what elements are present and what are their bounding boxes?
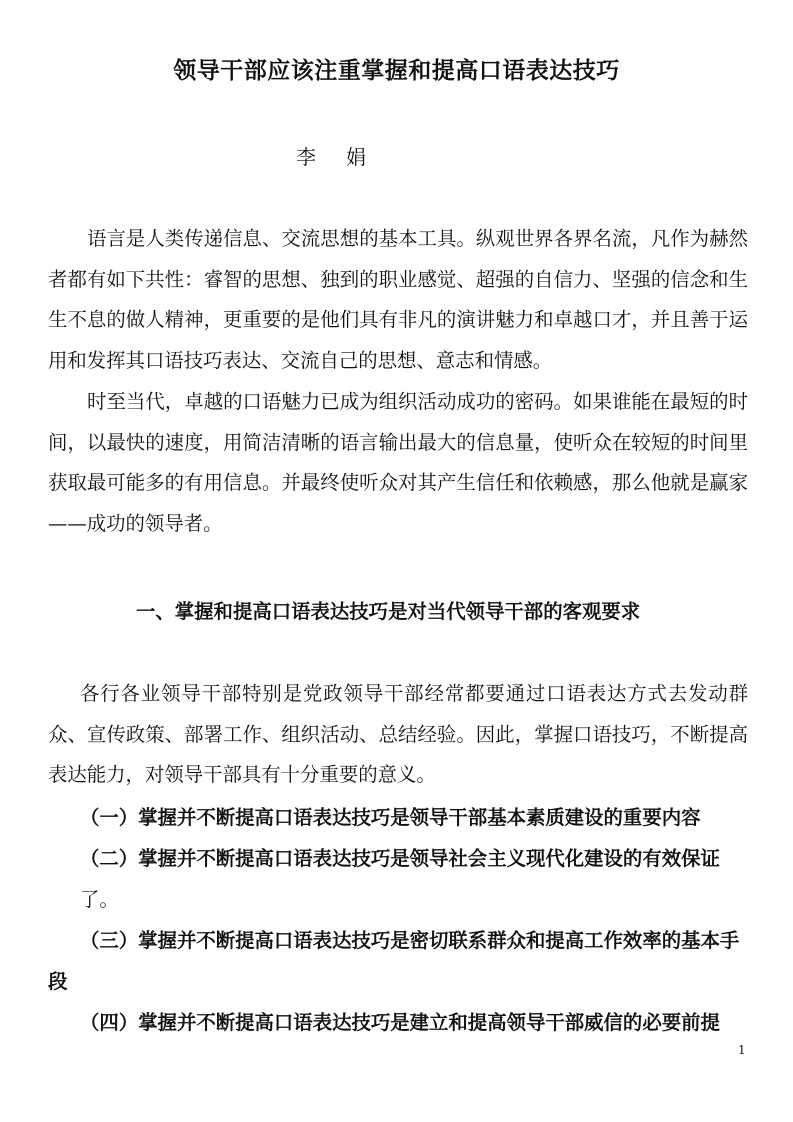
intro-paragraph-2: 时至当代，卓越的口语魅力已成为组织活动成功的密码。如果谁能在最短的时间，以最快的速度，用简洁清晰的语言输出最大的信息量，使听众在较短的时间里获取最可能多的有用信息。并最终使听众对其产生信任和依赖感，那么他就是赢家——成功的领导者。 <box>48 390 748 535</box>
document-title: 领导干部应该注重掌握和提高口语表达技巧 <box>173 57 620 84</box>
section-paragraph: 各行各业领导干部特别是党政领导干部经常都要通过口语表达方式去发动群众、宣传政策、部署工作、组织活动、总结经验。因此，掌握口语技巧，不断提高表达能力，对领导干部具有十分重要的意义。 <box>48 682 748 786</box>
section-heading: 一、掌握和提高口语表达技巧是对当代领导干部的客观要求 <box>136 600 641 623</box>
subheading-4: （四）掌握并不断提高口语表达技巧是建立和提高领导干部威信的必要前提 <box>80 1011 720 1034</box>
page-number: 1 <box>738 1043 746 1057</box>
author-name <box>296 141 366 170</box>
subheading-3: （三）掌握并不断提高口语表达技巧是密切联系群众和提高工作效率的基本手段 <box>48 929 740 993</box>
intro-paragraph-1: 语言是人类传递信息、交流思想的基本工具。纵观世界各界名流，凡作为赫然者都有如下共性：睿智的思想、独到的职业感觉、超强的自信力、坚强的信念和生生不息的做人精神，更重要的是他们具有非凡的演讲魅力和卓越口才，并且善于运用和发挥其口语技巧表达、交流自己的思想、意志和情感。 <box>48 227 748 372</box>
author-surname: 李 <box>296 145 316 169</box>
subheading-1: （一）掌握并不断提高口语表达技巧是领导干部基本素质建设的重要内容 <box>80 806 701 829</box>
subheading-2: （二）掌握并不断提高口语表达技巧是领导社会主义现代化建设的有效保证 <box>80 847 720 870</box>
subheading-2-tail-text: 了。 <box>80 888 119 911</box>
author-given-name: 娟 <box>346 145 366 169</box>
subheading-2-tail <box>48 880 753 921</box>
